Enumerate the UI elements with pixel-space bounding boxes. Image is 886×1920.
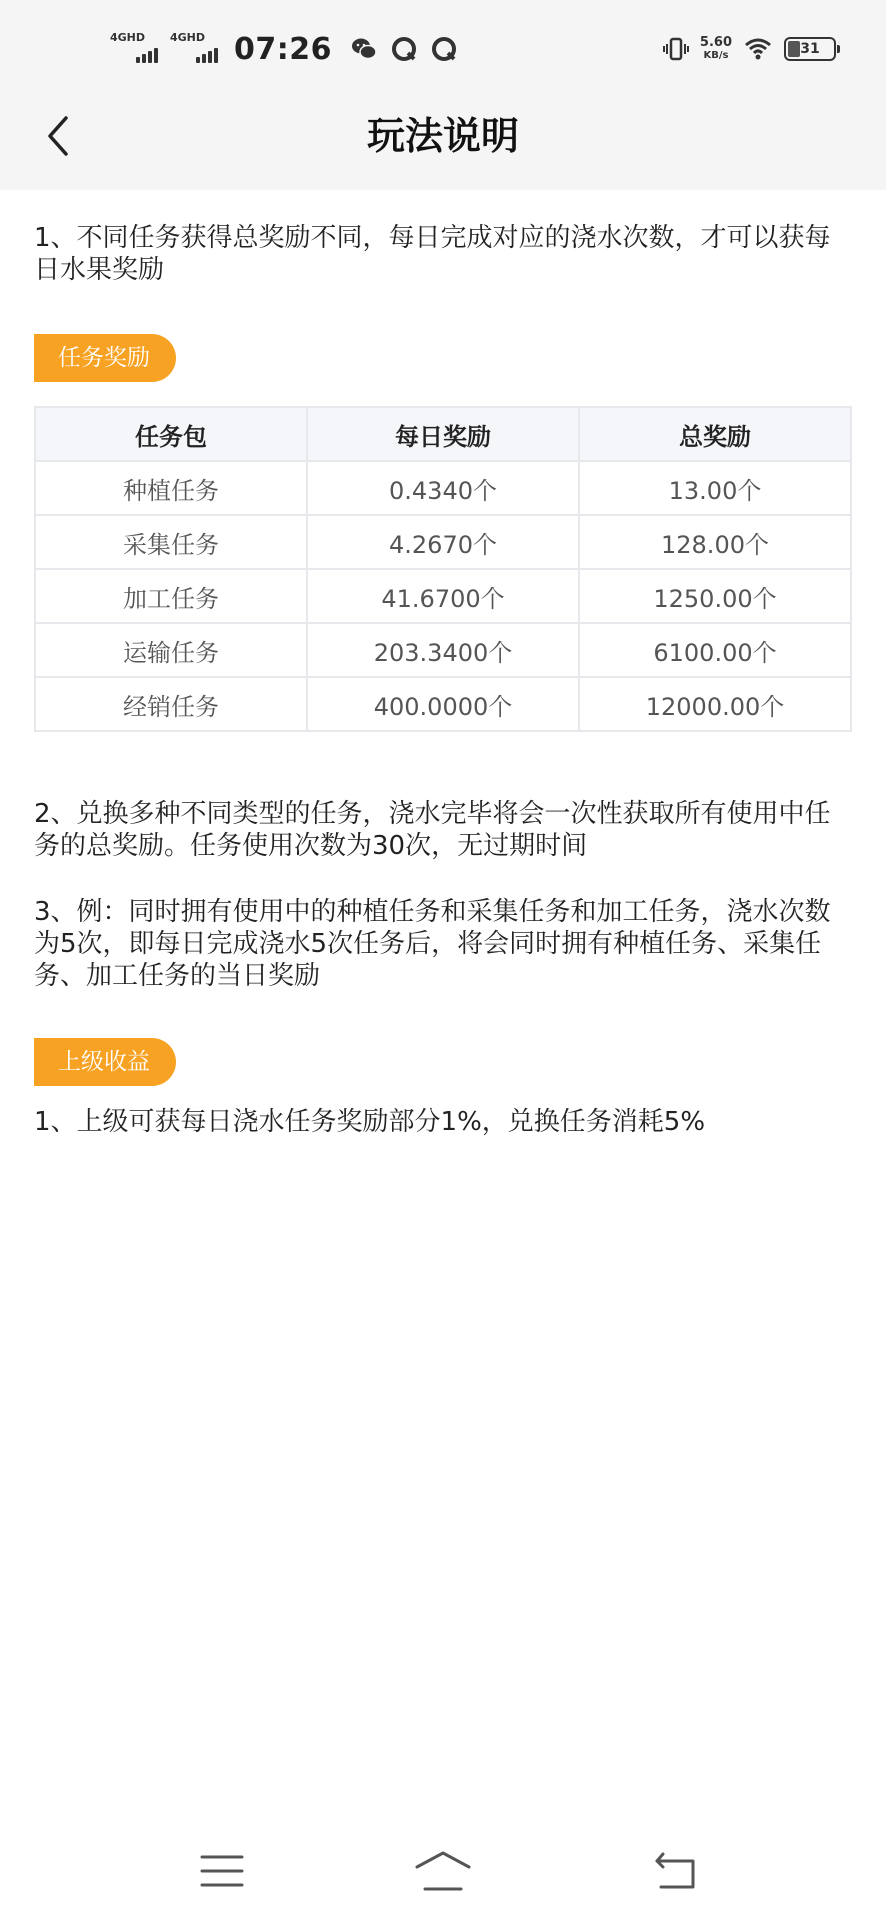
wechat-icon (350, 35, 378, 63)
table-cell: 运输任务 (35, 623, 307, 677)
table-row (35, 677, 851, 731)
table-cell: 加工任务 (35, 569, 307, 623)
back-nav-button[interactable] (646, 1846, 706, 1896)
qq-icon (430, 35, 458, 63)
system-nav-bar (0, 1820, 886, 1920)
table-cell: 12000.00个 (579, 677, 851, 731)
table-row (35, 515, 851, 569)
table-cell: 种植任务 (35, 461, 307, 515)
section-tag-task-reward: 任务奖励 (34, 334, 176, 382)
signal-bars-icon (196, 48, 218, 63)
qq-icon (390, 35, 418, 63)
top-bar (0, 0, 886, 190)
network-speed: 5.60 KB/s (699, 35, 732, 61)
battery-icon: 31 (784, 37, 836, 61)
signal-strength-1: 4GHD (110, 33, 158, 65)
status-time: 07:26 (234, 31, 332, 67)
page-title: 玩法说明 (366, 114, 519, 158)
table-cell: 0.4340个 (307, 461, 579, 515)
menu-icon (200, 1853, 244, 1889)
table-cell: 6100.00个 (579, 623, 851, 677)
rule-paragraph-3: 3、例：同时拥有使用中的种植任务和采集任务和加工任务，浇水次数为5次，即每日完成浇水5次任务后，将会同时拥有种植任务、采集任务、加工任务的当日奖励 (34, 897, 831, 991)
table-cell: 4.2670个 (307, 515, 579, 569)
menu-button[interactable] (192, 1846, 252, 1896)
table-cell: 41.6700个 (307, 569, 579, 623)
table-header-cell: 每日奖励 (307, 407, 579, 461)
vibrate-icon (662, 35, 690, 63)
table-row (35, 569, 851, 623)
table-cell: 经销任务 (35, 677, 307, 731)
signal-strength-2: 4GHD (170, 33, 218, 65)
wifi-icon (742, 35, 774, 63)
table-header-row (35, 407, 851, 461)
table-row (35, 623, 851, 677)
table-header-cell: 总奖励 (579, 407, 851, 461)
reward-table (34, 406, 852, 732)
home-button[interactable] (413, 1846, 473, 1896)
table-cell: 203.3400个 (307, 623, 579, 677)
table-cell: 1250.00个 (579, 569, 851, 623)
status-bar (0, 24, 886, 74)
nav-bar (0, 96, 886, 176)
table-cell: 采集任务 (35, 515, 307, 569)
rule-paragraph-1: 1、不同任务获得总奖励不同，每日完成对应的浇水次数，才可以获每日水果奖励 (34, 223, 831, 285)
table-row (35, 461, 851, 515)
table-header-cell: 任务包 (35, 407, 307, 461)
table-cell: 128.00个 (579, 515, 851, 569)
table-cell: 13.00个 (579, 461, 851, 515)
home-icon (413, 1849, 473, 1893)
rule-paragraph-4: 1、上级可获每日浇水任务奖励部分1%，兑换任务消耗5% (34, 1107, 706, 1137)
signal-bars-icon (136, 48, 158, 63)
rule-paragraph-2: 2、兑换多种不同类型的任务，浇水完毕将会一次性获取所有使用中任务的总奖励。任务使用次数为30次，无过期时间 (34, 799, 831, 861)
section-tag-upline-earnings: 上级收益 (34, 1038, 176, 1086)
table-cell: 400.0000个 (307, 677, 579, 731)
back-return-icon (653, 1851, 699, 1891)
